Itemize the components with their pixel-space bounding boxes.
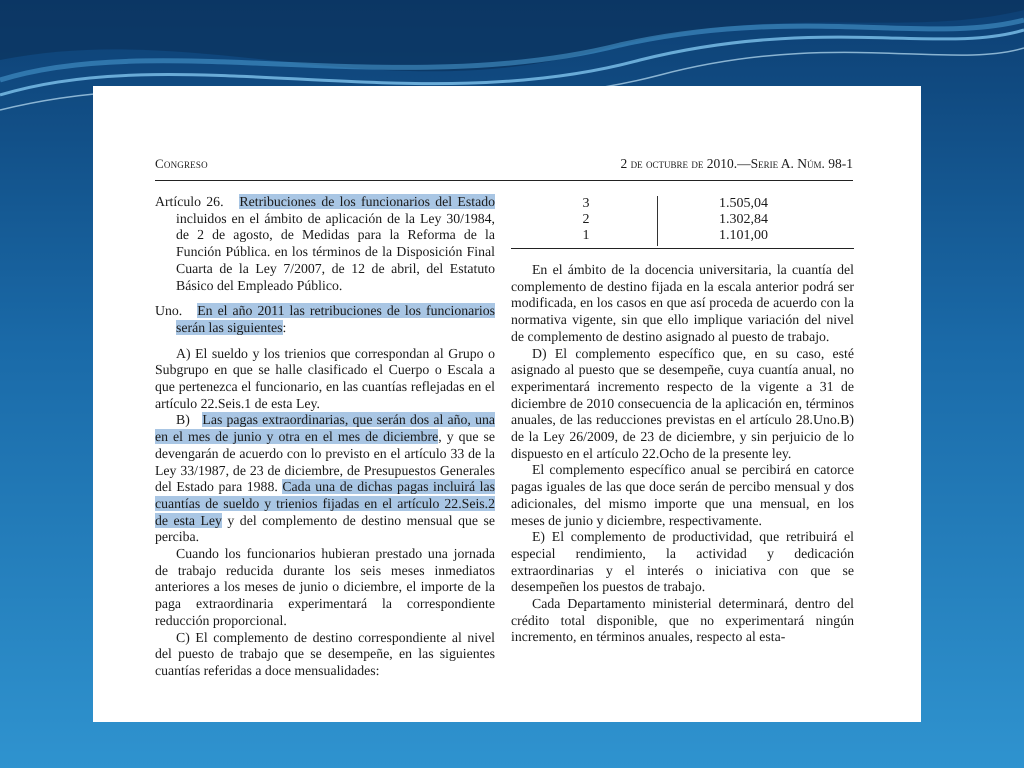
article-title-highlight: Retribuciones de los funcionarios del Estado <box>239 194 495 209</box>
paragraph-departamento: Cada Departamento ministerial determinará, dentro del crédito total disponible, que no experimentará ningún incremento, en términos anuales, respecto al esta- <box>511 596 854 645</box>
document-page <box>93 86 921 722</box>
article-label: Artículo 26. <box>155 194 224 209</box>
b-text-2: y del complemento de destino mensual que se perciba. <box>155 512 495 545</box>
table-cell-amount: 1.505,04 <box>719 196 768 211</box>
paragraph-uno <box>155 303 495 336</box>
table-cell-amount: 1.101,00 <box>719 228 768 243</box>
header-right: 2 de octubre de 2010.—Serie A. Núm. 98-1 <box>620 156 853 171</box>
paragraph-docencia: En el ámbito de la docencia universitaria, la cuantía del complemento de destino fijada en la escala anterior podrá ser modificada, en los casos en que así proceda de acuerdo con la normativa vigente, sin que ello implique variación del nivel de complemento de destino asignado al puesto de trabajo. <box>511 262 854 344</box>
table-cell-level: 1 <box>582 228 590 243</box>
right-column <box>511 262 854 646</box>
uno-label: Uno. <box>155 303 183 319</box>
table-row <box>511 212 854 228</box>
paragraph-b <box>155 412 495 546</box>
b-label: B) <box>176 412 190 428</box>
paragraph-reduced-workday: Cuando los funcionarios hubieran prestado una jornada de trabajo reducida durante los seis meses inmediatos anteriores a los meses de junio o diciembre, el importe de la paga extraordinaria experimentará la correspondiente reducción proporcional. <box>155 546 495 628</box>
page-header <box>155 156 853 181</box>
header-left: Congreso <box>155 156 208 171</box>
article-heading <box>155 194 495 294</box>
paragraph-specific-annual: El complemento específico anual se percibirá en catorce pagas iguales de las que doce serán de percibo mensual y dos adicionales, del mismo importe que una mensual, en los meses de junio y diciembre, respectivamente. <box>511 462 854 528</box>
uno-highlight: En el año 2011 las retribuciones de los funcionarios serán las siguientes <box>176 303 495 335</box>
paragraph-c: C) El complemento de destino correspondiente al nivel del puesto de trabajo que se desempeñe, en las siguientes cuantías referidas a doce mensualidades: <box>155 629 495 678</box>
table-row <box>511 228 854 244</box>
table-cell-level: 3 <box>582 196 590 211</box>
b-highlight-2: Cada una de dichas pagas incluirá las cuantías de sueldo y trienios fijadas en el artículo 22.Seis.2 de esta Ley <box>155 479 495 528</box>
paragraph-e: E) El complemento de productividad, que retribuirá el especial rendimiento, la actividad y dedicación extraordinarias y el interés o iniciativa con que se desempeñen los puestos de trabajo. <box>511 529 854 595</box>
table-cell-level: 2 <box>582 212 590 227</box>
table-cell-amount: 1.302,84 <box>719 212 768 227</box>
b-text-1: , y que se devengarán de acuerdo con lo previsto en el artículo 33 de la Ley 33/1987, de 23 de diciembre, de Presupuestos Generales del Estado para 1988. <box>155 429 496 495</box>
article-title-rest: incluidos en el ámbito de aplicación de la Ley 30/1984, de 2 de agosto, de Medidas para la Reforma de la Función Pública. en los términos de la Disposición Final Cuarta de la Ley 7/2007, de 12 de abril, del Estatuto Básico del Empleado Público. <box>176 210 495 293</box>
paragraph-d: D) El complemento específico que, en su caso, esté asignado al puesto que se desempeñe, cuya cuantía anual, no experimentará incremento respecto de la vigente a 31 de diciembre de 2010 consecuencia de la aplicación en, términos anuales, de las reducciones previstas en el artículo 28.Uno.B) de la Ley 26/2009, de 23 de diciembre, y sin perjuicio de lo dispuesto en el artículo 22.Ocho de la presente ley. <box>511 345 854 461</box>
destination-complement-table <box>511 196 854 249</box>
b-highlight-1: Las pagas extraordinarias, que serán dos al año, una en el mes de junio y otra en el mes de diciembre <box>155 412 495 445</box>
left-column <box>155 194 495 680</box>
uno-rest: : <box>282 319 287 335</box>
table-row <box>511 196 854 212</box>
paragraph-a: A) El sueldo y los trienios que correspondan al Grupo o Subgrupo en que se halle clasificado el Cuerpo o Escala a que pertenezca el funcionario, en las cuantías reflejadas en el artículo 22.Seis.1 de esta Ley. <box>155 345 495 411</box>
